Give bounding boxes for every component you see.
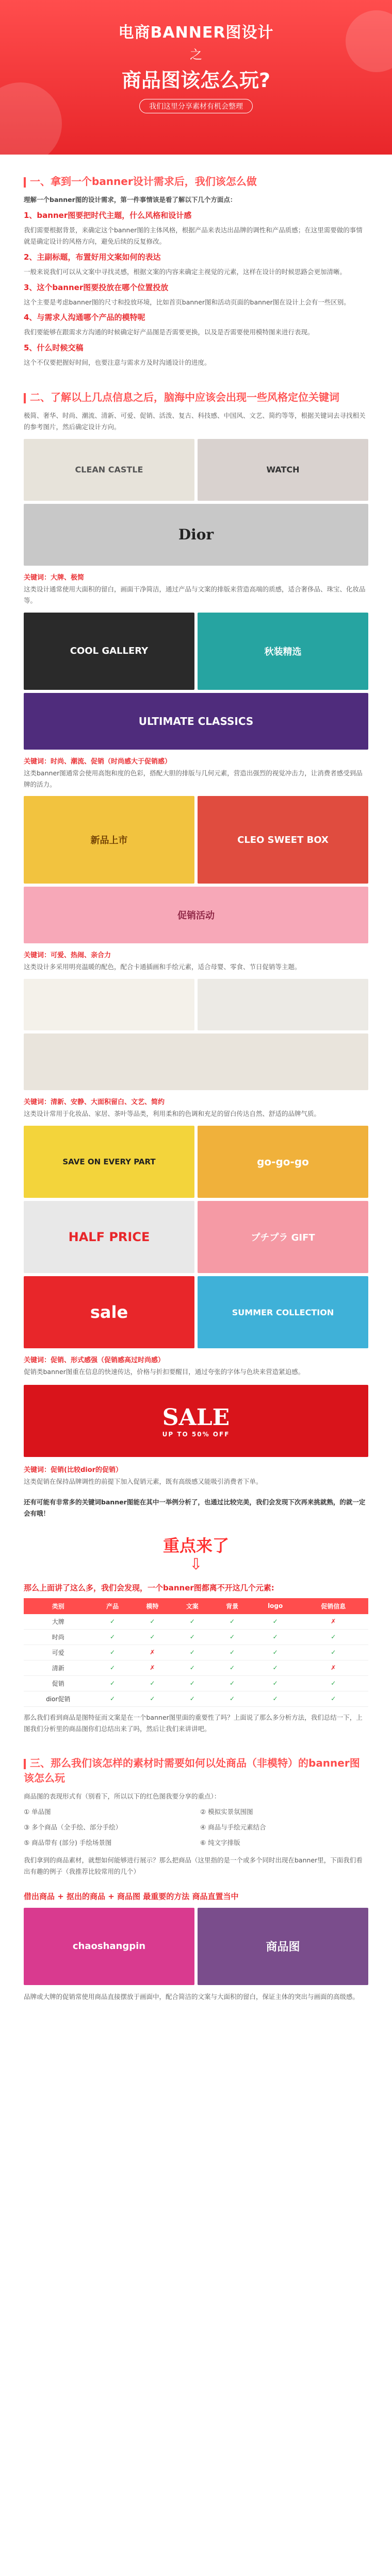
column-header: 文案 [172,1598,212,1614]
check-icon: ✓ [172,1660,212,1675]
option-item: ② 模拟实景氛围图 [200,1808,253,1816]
check-icon: ✓ [299,1675,368,1691]
section-heading: 一、拿到一个banner设计需求后，我们该怎么做 [24,173,368,188]
column-header: 模特 [133,1598,172,1614]
example-banner: WATCH [198,439,368,501]
cross-icon: ✗ [299,1614,368,1630]
check-icon: ✓ [212,1691,252,1706]
hero-banner [0,0,392,155]
item-title: 5、什么时候交稿 [24,343,84,353]
photo-grid-4 [24,979,368,1090]
item-title: 1、banner图要把时代主题，什么风格和设计感 [24,210,192,220]
example-banner: COOL GALLERY [24,613,194,690]
hero-connector: 之 [190,47,202,62]
table-cell: 清新 [24,1660,92,1675]
check-icon: ✓ [212,1675,252,1691]
keyword-text: 这类促销在保持品牌调性的前提下加入促销元素，既有高级感又能吸引消费者下单。 [24,1478,263,1485]
example-banner: Dior [24,504,368,566]
section-1 [0,155,392,368]
check-icon: ✓ [172,1675,212,1691]
item-text: 我们需要根据背景，来确定这个banner图的主体风格，根据产品来表达出品牌的调性和产品质感；在这里需要做的事情就是确定设计的风格方向，避免后续的反复修改。 [24,226,363,245]
subsection-heading: 借出商品 + 抠出的商品 + 商品图 最重要的方法 商品直置当中 [24,1891,239,1901]
check-icon: ✓ [172,1629,212,1645]
check-icon: ✓ [252,1629,299,1645]
example-banner: chaoshangpin [24,1908,194,1985]
keyword-title: 关键词：时尚、潮流、促销（时尚感大于促销感） [24,757,172,766]
table-row [24,1660,368,1675]
section-intro: 商品图的表现形式有（别看下，所以以下的红色图我要分享的重点）： [24,1792,221,1801]
option-item: ① 单品图 [24,1808,51,1816]
section-intro: 极简、奢华、时尚、潮流、清新、可爱、促销、活泼、复古、科技感、中国风、文艺、简约等等，根据关键词去寻找相关的参考图片，然后确定设计方向。 [24,412,366,431]
table-row [24,1675,368,1691]
item-title: 2、主副标题，布置好用文案如何的表达 [24,252,161,262]
keyword-title: 关键词：可爱、热闹、亲合力 [24,952,111,960]
item-title: 4、与需求人沟通哪个产品的模特呢 [24,313,145,323]
check-icon: ✓ [92,1691,132,1706]
column-header: 产品 [92,1598,132,1614]
emphasis-question: 还有可能有非常多的关键词banner图能在其中一举例分析了，也通过比较完美，我们会发现下次再来挑就熟，的就一定会有哦！ [24,1498,366,1517]
column-header: 类别 [24,1598,92,1614]
check-icon: ✓ [172,1645,212,1660]
section-heading: 三、那么我们该怎样的素材时需要如何以处商品（非模特）的banner图该怎么玩 [24,1757,360,1785]
check-icon: ✓ [133,1675,172,1691]
photo-grid-6 [24,1908,368,1985]
hero-headline: 商品图该怎么玩? [121,69,271,92]
option-list [24,1806,368,1851]
option-item: ⑤ 商品带有 (部分) 手绘场景图 [24,1839,112,1846]
table-cell: 大牌 [24,1614,92,1630]
check-icon: ✓ [212,1629,252,1645]
example-banner: HALF PRICE [24,1201,194,1273]
check-icon: ✓ [92,1660,132,1675]
check-icon: ✓ [212,1645,252,1660]
example-banner: 秋装精选 [198,613,368,690]
check-icon: ✓ [299,1691,368,1706]
check-icon: ✓ [299,1645,368,1660]
keyword-title: 关键词：大牌、极简 [24,573,85,582]
example-banner [24,979,194,1030]
column-header: 背景 [212,1598,252,1614]
check-icon: ✓ [252,1660,299,1675]
item-text: 一般来说我们可以从文案中寻找灵感，根据文案的内容来确定主视觉的元素，这样在设计的时候思路会更加清晰。 [24,267,347,276]
column-header: 促销信息 [299,1598,368,1614]
photo-grid-5 [24,1126,368,1348]
photo-grid-1 [24,439,368,566]
table-row [24,1645,368,1660]
hero-tag: 我们这里分享素材有机会整理 [139,99,253,113]
item-text: 这个不仅要把握好时间，也要注意与需求方及时沟通设计的进度。 [24,359,211,367]
photo-grid-2 [24,613,368,750]
example-banner: SUMMER COLLECTION [198,1276,368,1348]
check-icon: ✓ [133,1691,172,1706]
option-item: ④ 商品与手绘元素结合 [200,1823,266,1832]
section-4 [0,1879,392,2003]
decor-circle [0,82,62,165]
keyword-title: 关键词：促销(比较dior的促销） [24,1466,123,1474]
check-icon: ✓ [172,1614,212,1630]
example-banner: CLEO SWEET BOX [198,796,368,884]
example-banner: SAVE ON EVERY PART [24,1126,194,1198]
check-icon: ✓ [92,1614,132,1630]
table-cell: 促销 [24,1675,92,1691]
check-icon: ✓ [299,1629,368,1645]
cross-icon: ✗ [133,1645,172,1660]
example-banner: CLEAN CASTLE [24,439,194,501]
emphasis [0,1489,392,1571]
check-icon: ✓ [133,1614,172,1630]
table-heading: 那么上面讲了这么多，我们会发现，一个banner图都离不开这几个元素: [24,1583,274,1592]
cross-icon: ✗ [299,1660,368,1675]
key-point-heading: 重点来了 [162,1535,229,1555]
keyword-text: 这类设计常用于化妆品、家居、茶叶等品类，利用柔和的色调和充足的留白传达自然、舒适的品牌气质。 [24,1110,321,1118]
example-banner: 新品上市 [24,796,194,884]
check-icon: ✓ [212,1660,252,1675]
item-text: 我们要能够在跟需求方沟通的时候确定好产品图是否需要更换，以及是否需要使用模特图来进行表现。 [24,328,314,336]
column-header: logo [252,1598,299,1614]
example-banner [24,1033,368,1090]
example-banner: 促销活动 [24,887,368,943]
check-icon: ✓ [92,1629,132,1645]
example-banner: ULTIMATE CLASSICS [24,693,368,750]
check-icon: ✓ [92,1675,132,1691]
sale-banner [24,1385,368,1457]
section-2 [0,370,392,1487]
keyword-text: 促销类banner图重在信息的快速传达，价格与折扣要醒目，通过夸张的字体与色块来营造紧迫感。 [24,1368,305,1376]
keyword-text: 这类设计通常使用大面积的留白，画面干净简洁，通过产品与文案的排版来营造高端的质感，适合奢侈品、珠宝、化妆品等。 [24,585,366,604]
down-arrow-icon: ⇩ [189,1555,203,1573]
element-table-section [0,1571,392,1735]
photo-grid-3 [24,796,368,943]
section-note: 我们拿到的商品素材，就想如何能够进行展示？那么把商品（这里指的是一个或多个同时出现在banner里，下面我们看出有趣的例子（我推荐比较常用的几个） [24,1856,363,1875]
check-icon: ✓ [252,1675,299,1691]
check-icon: ✓ [252,1691,299,1706]
table-row [24,1691,368,1706]
keyword-title: 关键词：清新、安静、大面积留白、文艺、简约 [24,1098,165,1107]
element-table [24,1598,368,1707]
table-header-row [24,1598,368,1614]
item-text: 这个主要是考虑banner图的尺寸和投放环境，比如首页banner图和活动页面的banner图在设计上会有一些区别。 [24,298,350,306]
sale-subtext: UP TO 50% OFF [162,1430,230,1438]
check-icon: ✓ [212,1614,252,1630]
table-cell: 时尚 [24,1629,92,1645]
cross-icon: ✗ [133,1660,172,1675]
table-cell: dior促销 [24,1691,92,1706]
check-icon: ✓ [172,1691,212,1706]
check-icon: ✓ [252,1614,299,1630]
check-icon: ✓ [252,1645,299,1660]
table-cell: 可爱 [24,1645,92,1660]
section-heading: 二、了解以上几点信息之后，脑海中应该会出现一些风格定位关键词 [24,389,368,404]
table-row [24,1629,368,1645]
hero-title: 电商BANNER图设计 [118,24,274,42]
example-banner: sale [24,1276,194,1348]
keyword-text: 这类banner图通常会使用高饱和度的色彩，搭配大胆的排版与几何元素，营造出强烈的视觉冲击力，让消费者感受到品牌的活力。 [24,769,363,788]
example-banner: 商品图 [198,1908,368,1985]
section-3 [0,1736,392,1877]
section-foot: 品牌或大牌的促销常使用商品直接摆放于画面中，配合简洁的文案与大面积的留白，保证主体的突出与画面的高级感。 [24,1992,360,2001]
keyword-title: 关键词：促销、形式感强（促销感高过时尚感） [24,1357,165,1365]
example-banner: go-go-go [198,1126,368,1198]
table-note: 那么我们看到商品是图特征而文案是在一个banner图里面的重要性了吗？上面说了那么多分析方法，我们总结一下，上图我们分析里的商品图你们总结出来了吗，然后让我们来讲讲吧。 [24,1713,363,1733]
example-banner [198,979,368,1030]
section-intro: 理解一个banner图的设计需求，第一件事情该是看了解以下几个方面点： [24,196,237,204]
keyword-text: 这类设计多采用明亮温暖的配色，配合卡通插画和手绘元素，适合母婴、零食、节日促销等主题。 [24,963,301,971]
check-icon: ✓ [92,1645,132,1660]
option-item: ③ 多个商品（全手绘、部分手绘） [24,1823,122,1832]
example-banner: プチプラ GIFT [198,1201,368,1273]
item-title: 3、这个banner图要投放在哪个位置投放 [24,282,169,292]
option-item: ⑥ 纯文字排版 [200,1839,240,1846]
check-icon: ✓ [133,1629,172,1645]
table-row [24,1614,368,1630]
sale-text: SALE [162,1404,230,1431]
